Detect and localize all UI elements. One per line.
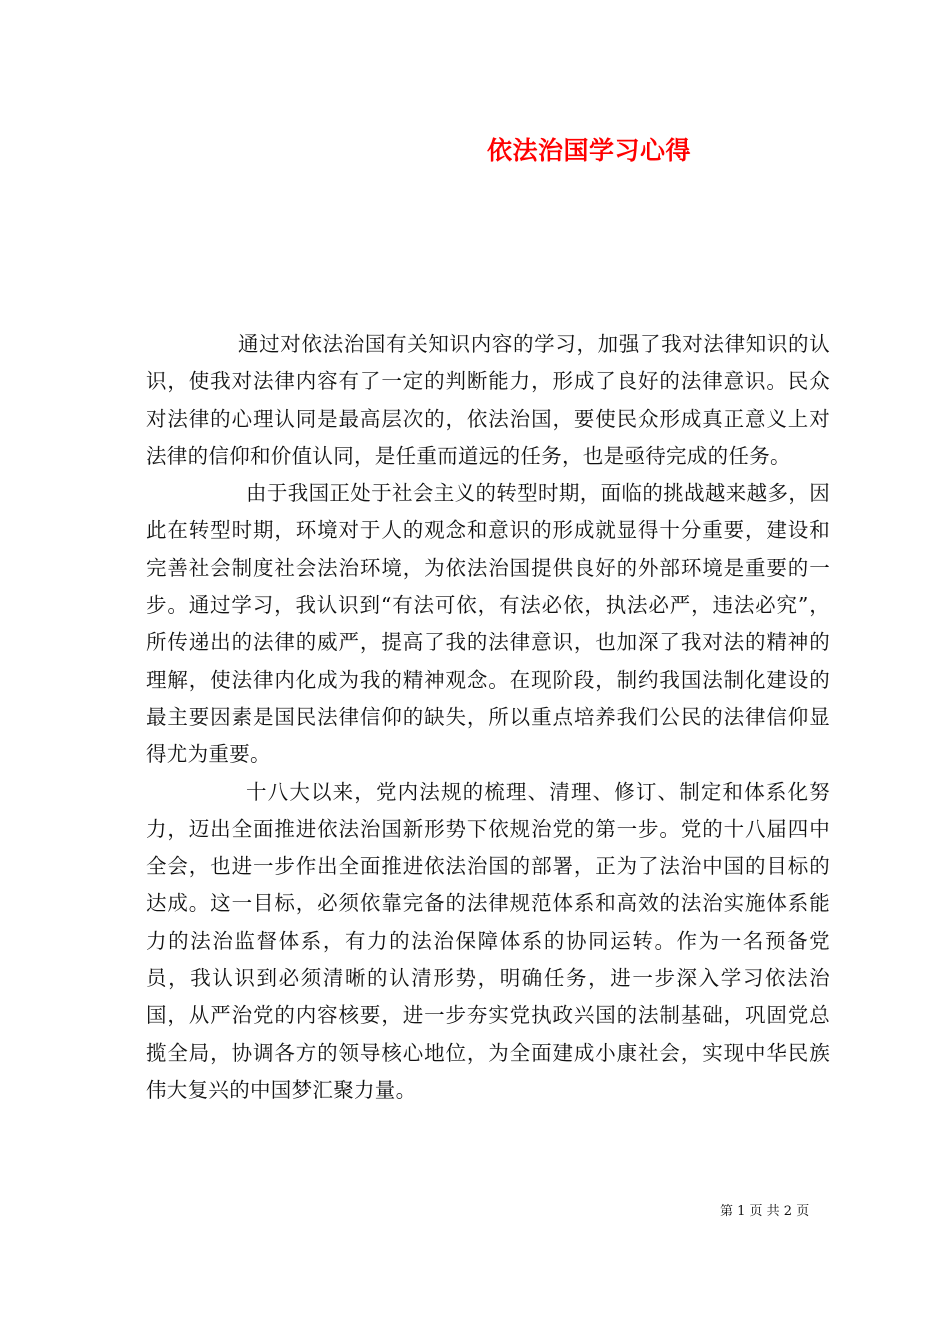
body-paragraph: 通过对依法治国有关知识内容的学习，加强了我对法律知识的认识，使我对法律内容有了一定的判断能力，形成了良好的法律意识。民众对法律的心理认同是最高层次的，依法治国，要使民众形成真正意义上对法律的信仰和价值认同，是任重而道远的任务，也是亟待完成的任务。 xyxy=(146,332,830,468)
document-body xyxy=(146,326,830,1109)
body-paragraph: 由于我国正处于社会主义的转型时期，面临的挑战越来越多，因此在转型时期，环境对于人的观念和意识的形成就显得十分重要，建设和完善社会制度社会法治环境，为依法治国提供良好的外部环境是重要的一步。通过学习，我认识到“有法可依，有法必依，执法必严，违法必究”，所传递出的法律的威严，提高了我的法律意识，也加深了我对法的精神的理解，使法律内化成为我的精神观念。在现阶段，制约我国法制化建设的最主要因素是国民法律信仰的缺失，所以重点培养我们公民的法律信仰显得尤为重要。 xyxy=(146,481,830,767)
document-title: 依法治国学习心得 xyxy=(487,136,692,165)
page-number-footer: 第 1 页 共 2 页 xyxy=(720,1204,810,1219)
body-paragraph: 十八大以来，党内法规的梳理、清理、修订、制定和体系化努力，迈出全面推进依法治国新形势下依规治党的第一步。党的十八届四中全会，也进一步作出全面推进依法治国的部署，正为了法治中国的目标的达成。这一目标，必须依靠完备的法律规范体系和高效的法治实施体系能力的法治监督体系，有力的法治保障体系的协同运转。作为一名预备党员，我认识到必须清晰的认清形势，明确任务，进一步深入学习依法治国，从严治党的内容核要，进一步夯实党执政兴国的法制基础，巩固党总揽全局，协调各方的领导核心地位，为全面建成小康社会，实现中华民族伟大复兴的中国梦汇聚力量。 xyxy=(146,779,830,1102)
